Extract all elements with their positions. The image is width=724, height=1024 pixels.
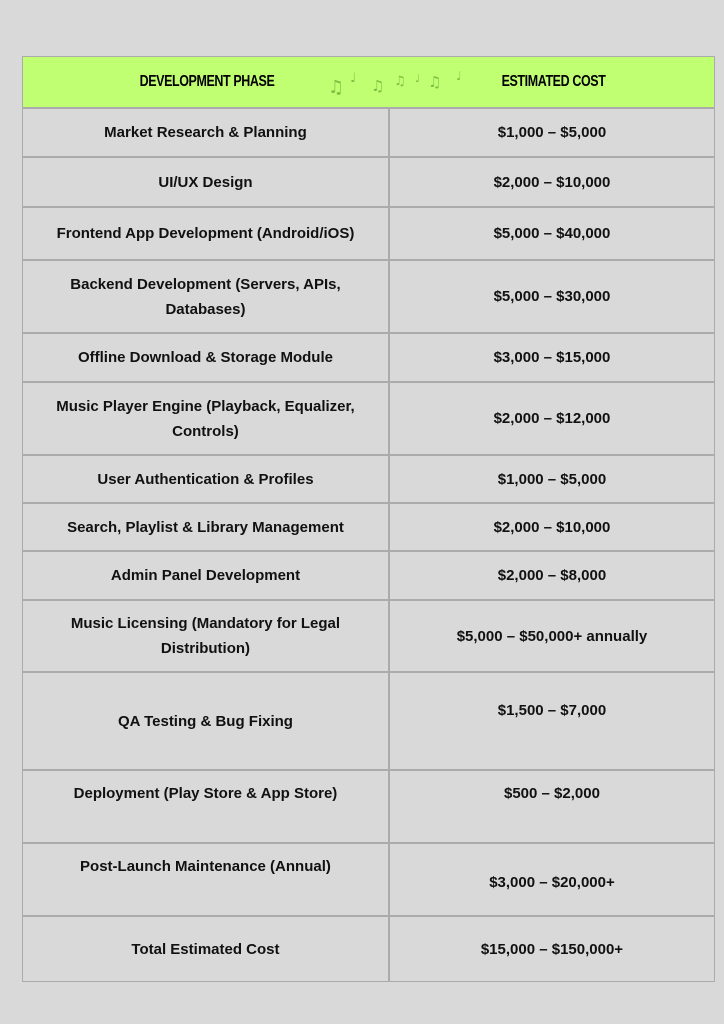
phase-cell: Backend Development (Servers, APIs, Databases) (23, 261, 390, 332)
table-row (23, 844, 714, 917)
cost-cell: $2,000 – $10,000 (493, 173, 611, 191)
phase-cell: Deployment (Play Store & App Store) (23, 771, 390, 842)
phase-cell: Admin Panel Development (23, 552, 390, 599)
music-note-icon: ♩ (350, 71, 357, 86)
phase-cell: User Authentication & Profiles (23, 456, 390, 502)
cost-cell: $3,000 – $20,000+ (489, 874, 615, 891)
table-row (23, 383, 714, 456)
phase-cell: Search, Playlist & Library Management (23, 504, 390, 550)
table-row-total (23, 917, 714, 981)
phase-cell: Music Licensing (Mandatory for Legal Distribution) (23, 601, 390, 671)
table-row (23, 208, 714, 261)
cost-cell: $1,500 – $7,000 (497, 702, 607, 719)
table-row (23, 109, 714, 158)
table-row (23, 504, 714, 552)
phase-cell: Total Estimated Cost (23, 917, 390, 981)
header-development-phase: DEVELOPMENT PHASE (139, 73, 275, 90)
phase-cell: Music Player Engine (Playback, Equalizer, Controls) (23, 383, 390, 454)
music-note-icon: ♫ (328, 77, 345, 98)
cost-cell: $1,000 – $5,000 (497, 470, 607, 488)
cost-table (22, 56, 715, 982)
music-note-icon: ♫ (371, 77, 385, 95)
table-row (23, 771, 714, 844)
cost-cell: $3,000 – $15,000 (493, 349, 611, 366)
music-note-icon: ♩ (415, 72, 421, 85)
music-note-icon: ♩ (456, 69, 462, 83)
cost-cell: $5,000 – $40,000 (493, 225, 611, 242)
phase-cell: Market Research & Planning (23, 109, 390, 156)
music-note-icon: ♫ (394, 74, 406, 89)
table-header (23, 57, 714, 109)
table-row (23, 261, 714, 334)
table-row (23, 158, 714, 208)
music-note-icon: ♫ (428, 73, 442, 91)
cost-cell: $500 – $2,000 (504, 785, 600, 802)
table-row (23, 456, 714, 504)
table-row (23, 673, 714, 771)
table-row (23, 334, 714, 383)
phase-cell: UI/UX Design (23, 158, 390, 206)
phase-cell: QA Testing & Bug Fixing (23, 673, 390, 769)
cost-cell: $2,000 – $10,000 (493, 518, 611, 536)
table-row (23, 601, 714, 673)
cost-cell: $5,000 – $50,000+ annually (456, 627, 648, 645)
phase-cell: Offline Download & Storage Module (23, 334, 390, 381)
phase-cell: Post-Launch Maintenance (Annual) (23, 844, 390, 915)
cost-cell: $15,000 – $150,000+ (480, 940, 624, 958)
table-row (23, 552, 714, 601)
cost-cell: $2,000 – $8,000 (497, 567, 607, 584)
header-estimated-cost: ESTIMATED COST (501, 73, 606, 90)
phase-cell: Frontend App Development (Android/iOS) (23, 208, 390, 259)
cost-cell: $5,000 – $30,000 (493, 288, 611, 305)
cost-cell: $2,000 – $12,000 (493, 410, 611, 427)
cost-cell: $1,000 – $5,000 (497, 124, 607, 141)
